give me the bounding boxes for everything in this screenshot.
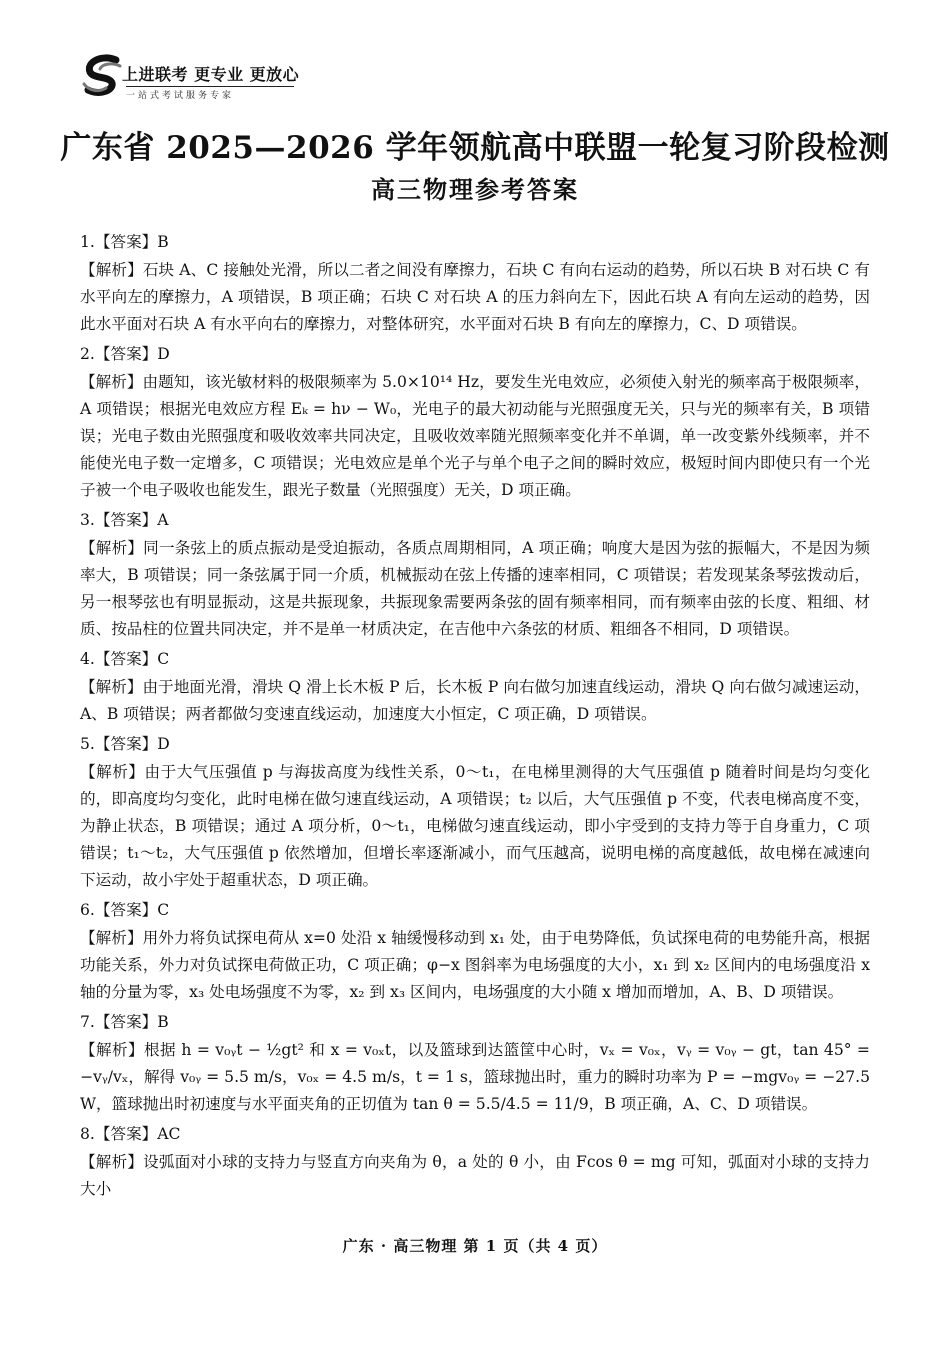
- question-block-4: [80, 645, 870, 728]
- question-block-3: [80, 506, 870, 643]
- question-block-2: [80, 340, 870, 504]
- analysis-paragraph: 【解析】设弧面对小球的支持力与竖直方向夹角为 θ，a 处的 θ 小，由 Fcos θ = mg 可知，弧面对小球的支持力大小: [80, 1153, 870, 1198]
- answer-line: 8.【答案】AC: [80, 1125, 181, 1143]
- question-block-5: [80, 730, 870, 894]
- analysis-paragraph: 【解析】由于大气压强值 p 与海拔高度为线性关系，0～t₁，在电梯里测得的大气压强值 p 随着时间是均匀变化的，即高度均匀变化，此时电梯在做匀速直线运动，A 项错误；t₂ 以后，大气压强值 p 不变，代表电梯高度不变，为静止状态，B 项错误；通过 A 项分析，0～t₁，电梯做匀速直线运动，即小宇受到的支持力等于自身重力，C 项错误；t₁～t₂，大气压强值 p 依然增加，但增长率逐渐减小，而气压越高，说明电梯的高度越低，故电梯在减速向下运动，故小宇处于超重状态，D 项正确。: [80, 763, 870, 889]
- answer-list: [80, 228, 870, 1205]
- answer-line: 1.【答案】B: [80, 233, 169, 251]
- answer-line: 5.【答案】D: [80, 735, 170, 753]
- header-logo: [80, 52, 320, 107]
- answer-line: 2.【答案】D: [80, 345, 170, 363]
- analysis-paragraph: 【解析】由于地面光滑，滑块 Q 滑上长木板 P 后，长木板 P 向右做匀加速直线运动，滑块 Q 向右做匀减速运动，A、B 项错误；两者都做匀变速直线运动，加速度大小恒定，C 项正确，D 项错误。: [80, 678, 870, 723]
- answer-line: 7.【答案】B: [80, 1013, 169, 1031]
- analysis-paragraph: 【解析】由题知，该光敏材料的极限频率为 5.0×10¹⁴ Hz，要发生光电效应，必须使入射光的频率高于极限频率，A 项错误；根据光电效应方程 Eₖ = hν − W₀，光电子的最大初动能与光照强度无关，只与光的频率有关，B 项错误；光电子数由光照强度和吸收效率共同决定，且吸收效率随光照频率变化并不单调，单一改变紫外线频率，并不能使光电子数一定增多，C 项错误；光电效应是单个光子与单个电子之间的瞬时效应，极短时间内即使只有一个光子被一个电子吸收也能发生，跟光子数量（光照强度）无关，D 项正确。: [80, 373, 870, 499]
- question-block-1: [80, 228, 870, 338]
- analysis-paragraph: 【解析】石块 A、C 接触处光滑，所以二者之间没有摩擦力，石块 C 有向右运动的趋势，所以石块 B 对石块 C 有水平向左的摩擦力，A 项错误，B 项正确；石块 C 对石块 A 的压力斜向左下，因此石块 A 有向左运动的趋势，因此水平面对石块 A 有水平向右的摩擦力，对整体研究，水平面对石块 B 有向左的摩擦力，C、D 项错误。: [80, 261, 870, 333]
- logo-subtext: 一站式考试服务专家: [126, 86, 294, 101]
- answer-line: 4.【答案】C: [80, 650, 170, 668]
- question-block-7: [80, 1008, 870, 1118]
- page-footer: 广东 · 高三物理 第 1 页（共 4 页）: [342, 1237, 608, 1255]
- analysis-paragraph: 【解析】同一条弦上的质点振动是受迫振动，各质点周期相同，A 项正确；响度大是因为弦的振幅大，不是因为频率大，B 项错误；同一条弦属于同一介质，机械振动在弦上传播的速率相同，C 项错误；若发现某条琴弦拨动后，另一根琴弦也有明显振动，这是共振现象，共振现象需要两条弦的固有频率相同，而有频率由弦的长度、粗细、材质、按品柱的位置共同决定，并不是单一材质决定，在吉他中六条弦的材质、粗细各不相同，D 项错误。: [80, 539, 870, 638]
- answer-line: 6.【答案】C: [80, 901, 170, 919]
- analysis-paragraph: 【解析】根据 h = v₀ᵧt − ½gt² 和 x = v₀ₓt，以及篮球到达篮筐中心时，vₓ = v₀ₓ，vᵧ = v₀ᵧ − gt，tan 45° = −vᵧ/vₓ，解得 v₀ᵧ = 5.5 m/s，v₀ₓ = 4.5 m/s，t = 1 s，篮球抛出时，重力的瞬时功率为 P = −mgv₀ᵧ = −27.5 W，篮球抛出时初速度与水平面夹角的正切值为 tan θ = 5.5/4.5 = 11/9，B 项正确，A、C、D 项错误。: [80, 1041, 870, 1113]
- logo-slogan: 上进联考 更专业 更放心: [122, 65, 300, 84]
- question-block-8: [80, 1120, 870, 1203]
- analysis-paragraph: 【解析】用外力将负试探电荷从 x=0 处沿 x 轴缓慢移动到 x₁ 处，由于电势降低，负试探电荷的电势能升高，根据功能关系，外力对负试探电荷做正功，C 项正确；φ−x 图斜率为电场强度的大小，x₁ 到 x₂ 区间内的电场强度沿 x 轴的分量为零，x₃ 处电场强度不为零，x₂ 到 x₃ 区间内，电场强度的大小随 x 增加而增加，A、B、D 项错误。: [80, 929, 870, 1001]
- question-block-6: [80, 896, 870, 1006]
- answer-line: 3.【答案】A: [80, 511, 169, 529]
- page-title: 广东省 2025—2026 学年领航高中联盟一轮复习阶段检测: [60, 130, 890, 166]
- swirl-s-logo-icon: [80, 52, 128, 100]
- page-subtitle: 高三物理参考答案: [371, 175, 579, 204]
